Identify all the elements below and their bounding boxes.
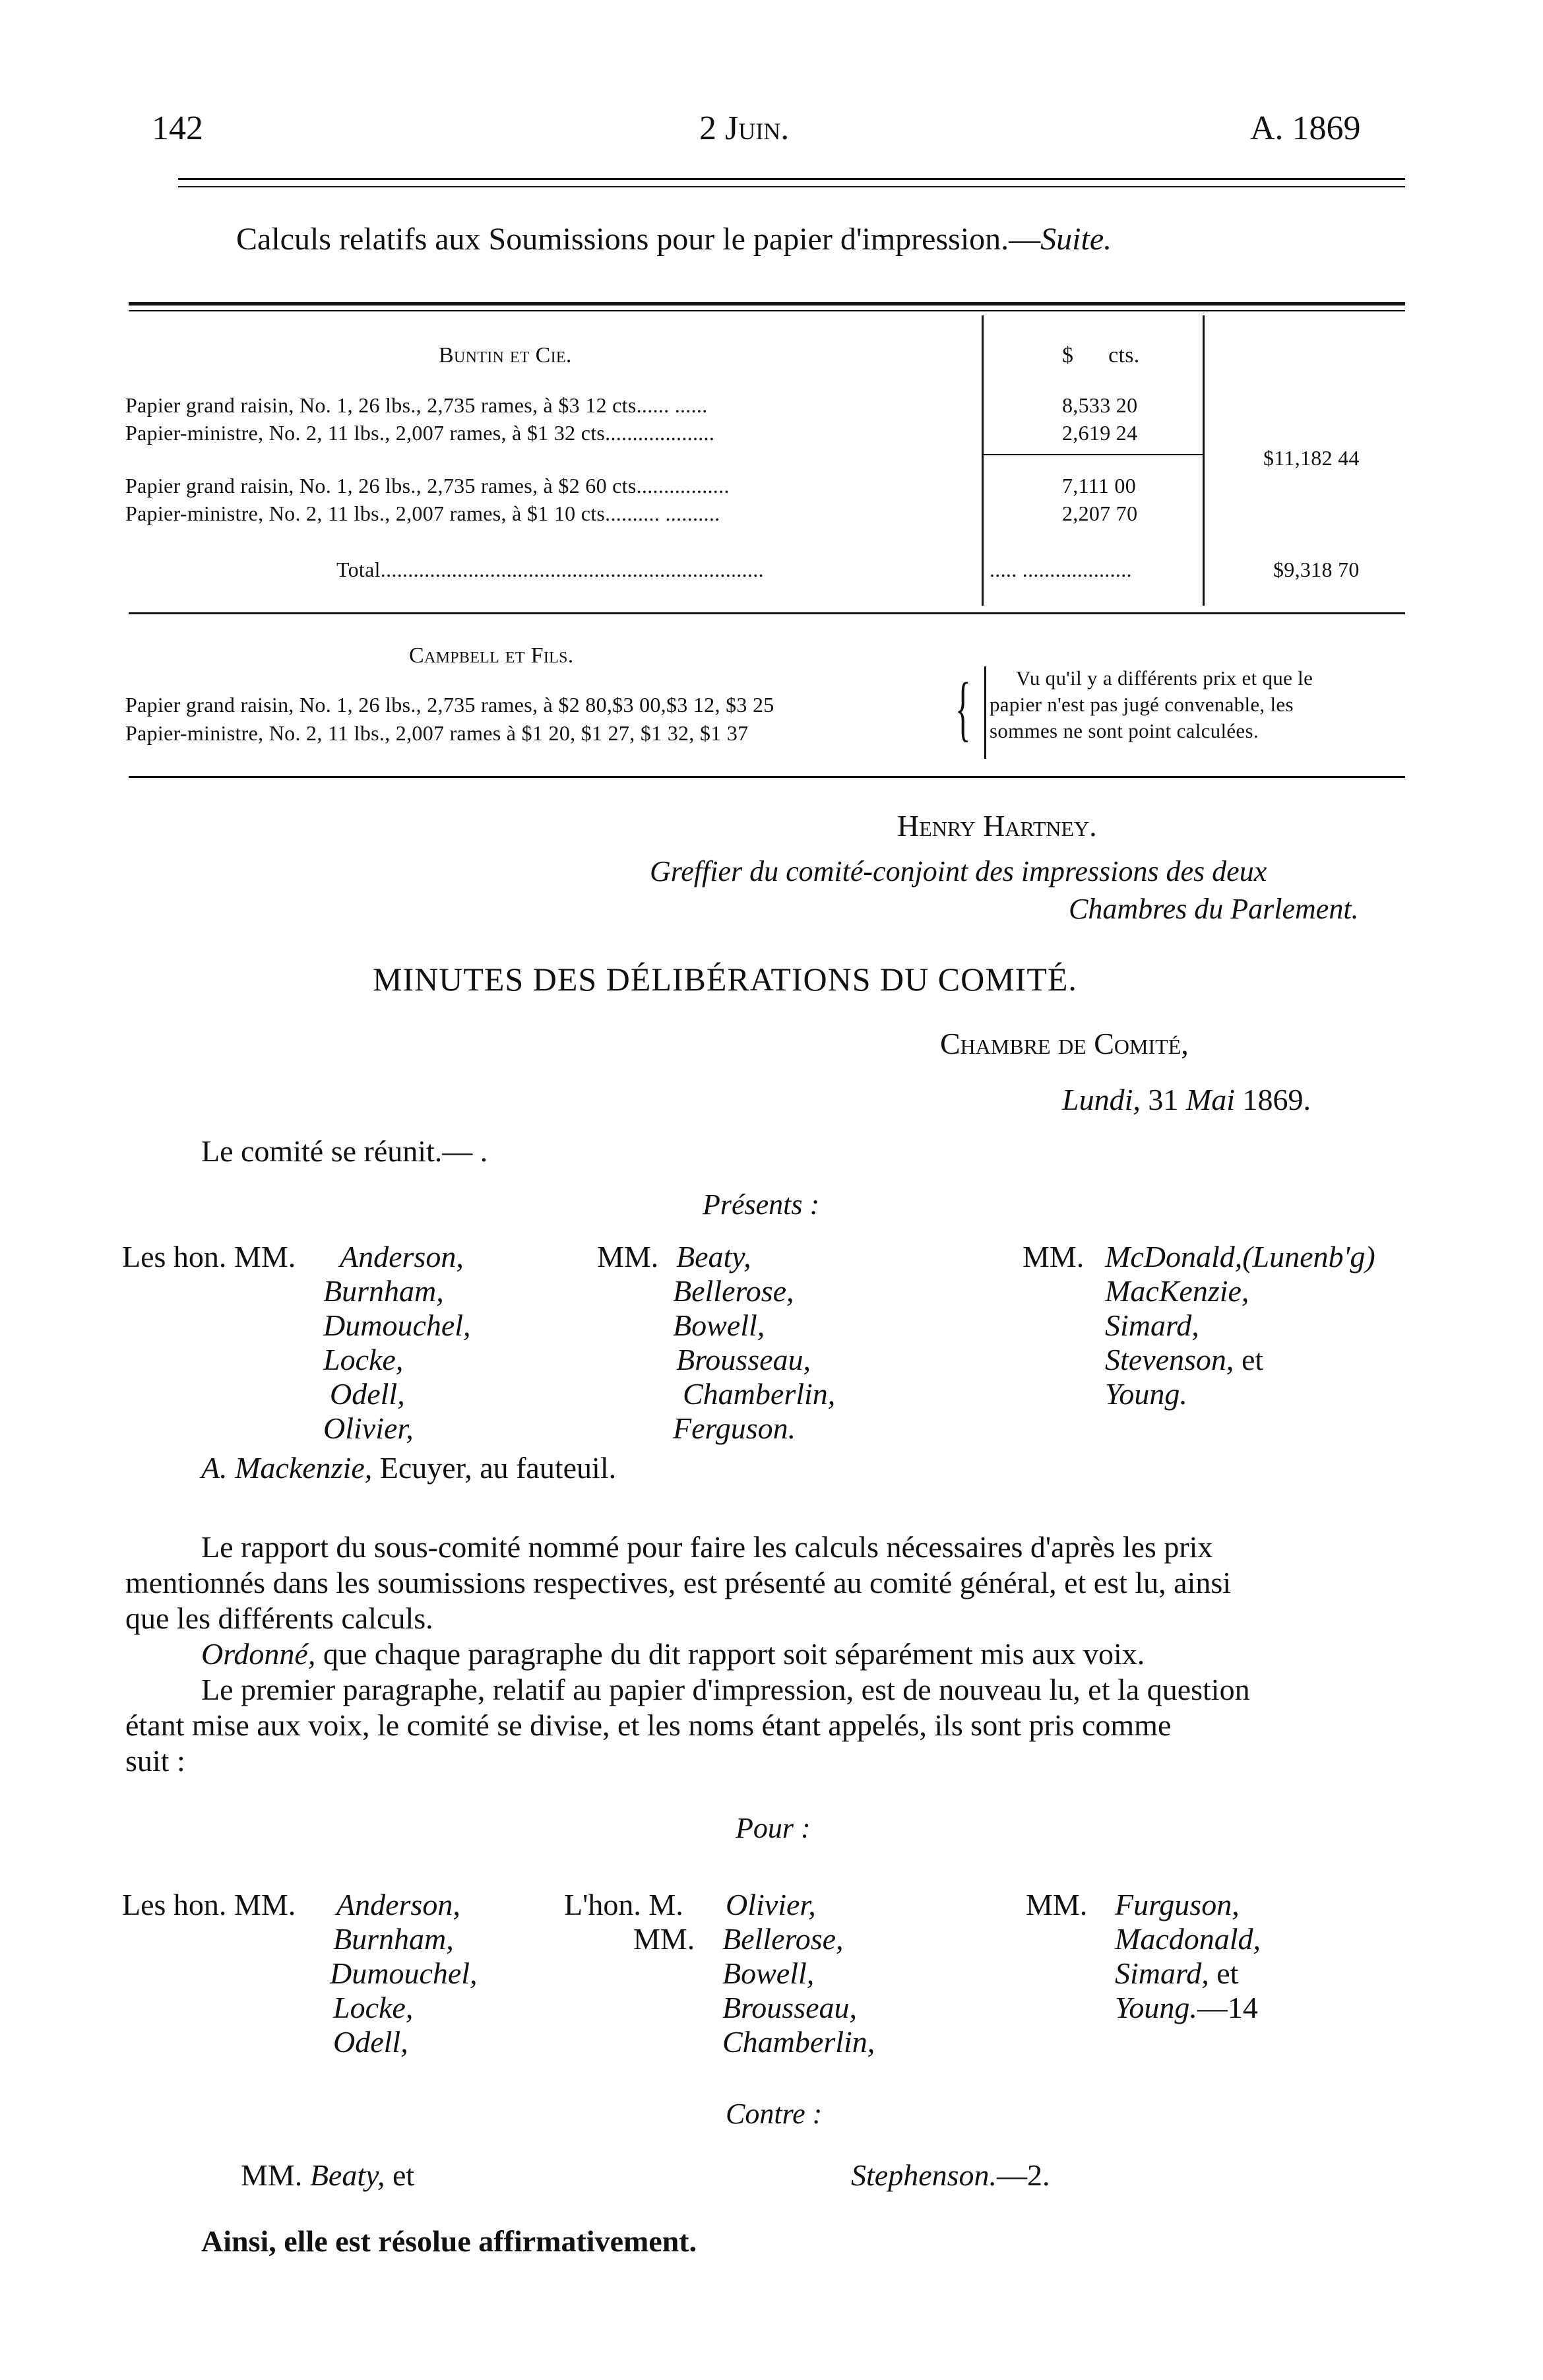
buntin-amount: 2,207 70 xyxy=(1062,501,1138,525)
presents-col2-prefix: MM. xyxy=(597,1240,659,1273)
campbell-note-line: Vu qu'il y a différents prix et que le xyxy=(1016,666,1313,690)
table-title xyxy=(236,221,1112,257)
member-name: Olivier, xyxy=(323,1411,414,1445)
header-rule-bottom xyxy=(178,186,1405,187)
contre-prefix: MM. xyxy=(241,2158,303,2192)
member-name: Dumouchel, xyxy=(330,1956,478,1990)
paragraph-line: Le premier paragraphe, relatif au papier d'impression, est de nouveau lu, et la question xyxy=(201,1673,1250,1706)
campbell-row: Papier-ministre, No. 2, 11 lbs., 2,007 rames à $1 20, $1 27, $1 32, $1 37 xyxy=(125,721,749,745)
contre-line-2 xyxy=(851,2158,1050,2193)
signature-title: Chambres du Parlement. xyxy=(1069,893,1359,925)
member-name: Odell, xyxy=(333,2025,408,2059)
member-name: McDonald,(Lunenb'g) xyxy=(1105,1240,1375,1273)
table-col-divider-1 xyxy=(982,315,984,606)
member-name: Young. xyxy=(1105,1377,1187,1411)
buntin-subtotal: $11,182 44 xyxy=(1263,446,1360,470)
header-rule-top xyxy=(178,178,1405,180)
member-name: Macdonald, xyxy=(1115,1922,1261,1956)
member-name-line xyxy=(1115,1990,1258,2025)
buntin-row: Papier grand raisin, No. 1, 26 lbs., 2,735 rames, à $3 12 cts...... ...... xyxy=(125,393,708,417)
conjunction: et xyxy=(1241,1343,1264,1376)
table-rule-top-thin xyxy=(129,310,1405,311)
buntin-amount: 7,111 00 xyxy=(1062,474,1137,498)
minutes-heading: MINUTES DES DÉLIBÉRATIONS DU COMITÉ. xyxy=(373,961,1077,998)
date-day: Lundi, xyxy=(1062,1083,1141,1116)
member-name: Ferguson. xyxy=(673,1411,796,1445)
member-name: Bellerose, xyxy=(673,1274,794,1308)
pour-col2-prefix: MM. xyxy=(633,1922,695,1956)
member-name: Burnham, xyxy=(333,1922,454,1956)
table-rule-top xyxy=(129,302,1405,306)
buntin-heading: Buntin et Cie. xyxy=(439,343,572,368)
member-name: Beaty, xyxy=(676,1240,751,1273)
buntin-row: Papier grand raisin, No. 1, 26 lbs., 2,735 rames, à $2 60 cts................. xyxy=(125,474,730,498)
ordonne-text: que chaque paragraphe du dit rapport soit séparément mis aux voix. xyxy=(323,1637,1145,1671)
buntin-amount: 8,533 20 xyxy=(1062,393,1138,417)
member-name: Brousseau, xyxy=(676,1343,811,1376)
signature-title: Greffier du comité-conjoint des impressions des deux xyxy=(650,855,1267,887)
chair-line xyxy=(201,1450,616,1485)
pour-col1-prefix: Les hon. MM. xyxy=(122,1888,296,1921)
member-name: Young. xyxy=(1115,1991,1197,2024)
paragraph-line: mentionnés dans les soumissions respectives, est présenté au comité général, et est lu, ainsi xyxy=(125,1566,1232,1599)
currency-header: $ cts. xyxy=(1062,343,1140,368)
member-name: Burnham, xyxy=(323,1274,444,1308)
member-name: Stephenson. xyxy=(851,2158,997,2192)
campbell-col-divider xyxy=(984,666,986,759)
member-name-line xyxy=(1105,1342,1263,1377)
campbell-brace: { xyxy=(955,668,971,748)
date-year: 1869. xyxy=(1242,1083,1311,1116)
running-head-date: 2 Juin. xyxy=(699,110,790,147)
meeting-date xyxy=(1062,1082,1311,1117)
pour-label: Pour : xyxy=(736,1812,811,1844)
conjunction: et xyxy=(1216,1956,1239,1990)
campbell-row: Papier grand raisin, No. 1, 26 lbs., 2,735 rames, à $2 80,$3 00,$3 12, $3 25 xyxy=(125,693,774,717)
campbell-note-line: papier n'est pas jugé convenable, les xyxy=(990,693,1294,716)
member-name: Chamberlin, xyxy=(722,2025,875,2059)
date-month: Mai xyxy=(1185,1083,1235,1116)
member-name: Bowell, xyxy=(673,1308,765,1342)
buntin-amount: 2,619 24 xyxy=(1062,421,1138,445)
table-title-text: Calculs relatifs aux Soumissions pour le papier d'impression.— xyxy=(236,222,1041,257)
table-title-suite: Suite. xyxy=(1040,222,1112,257)
section-rule xyxy=(129,612,1405,614)
member-name: Locke, xyxy=(323,1343,404,1376)
member-name: Locke, xyxy=(333,1991,414,2024)
member-name: Chamberlin, xyxy=(683,1377,836,1411)
paragraph-line: suit : xyxy=(125,1744,185,1778)
member-name: Brousseau, xyxy=(722,1991,858,2024)
paragraph-line: que les différents calculs. xyxy=(125,1601,433,1635)
presents-col3-prefix: MM. xyxy=(1023,1240,1085,1273)
ordonne-label: Ordonné, xyxy=(201,1637,316,1671)
member-name: Simard, xyxy=(1115,1956,1209,1990)
member-name-line xyxy=(1115,1956,1238,1991)
buntin-row: Papier-ministre, No. 2, 11 lbs., 2,007 rames, à $1 32 cts.................... xyxy=(125,421,715,445)
total-label: Total...................................................................... xyxy=(336,558,764,581)
member-name: Bellerose, xyxy=(722,1922,844,1956)
pour-col3-prefix: MM. xyxy=(1026,1888,1088,1921)
vote-count: —2. xyxy=(997,2158,1050,2192)
contre-line xyxy=(241,2158,414,2193)
opening-line: Le comité se réunit.— . xyxy=(201,1134,488,1168)
contre-label: Contre : xyxy=(726,2098,823,2130)
total-dots: ..... .................... xyxy=(990,558,1132,581)
page-number: 142 xyxy=(152,110,203,147)
member-name: Beaty, xyxy=(309,2158,385,2192)
pour-col2-prefix: L'hon. M. xyxy=(564,1888,683,1921)
paragraph-line: étant mise aux voix, le comité se divise, et les noms étant appelés, ils sont pris comme xyxy=(125,1708,1172,1742)
member-name: Dumouchel, xyxy=(323,1308,471,1342)
buntin-row: Papier-ministre, No. 2, 11 lbs., 2,007 rames, à $1 10 cts.......... .......... xyxy=(125,501,720,525)
signature-name: Henry Hartney. xyxy=(897,809,1097,843)
member-name: Simard, xyxy=(1105,1308,1199,1342)
date-num: 31 xyxy=(1148,1083,1179,1116)
member-name: Olivier, xyxy=(726,1888,816,1921)
member-name: Stevenson, xyxy=(1105,1343,1234,1376)
paragraph-line: Le rapport du sous-comité nommé pour faire les calculs nécessaires d'après les prix xyxy=(201,1530,1213,1564)
committee-room: Chambre de Comité, xyxy=(940,1027,1189,1060)
conclusion: Ainsi, elle est résolue affirmativement. xyxy=(201,2224,697,2258)
paragraph-line xyxy=(201,1636,1145,1671)
presents-label: Présents : xyxy=(703,1188,820,1221)
table-col-divider-2 xyxy=(1203,315,1205,606)
member-name: Bowell, xyxy=(722,1956,815,1990)
vote-count: —14 xyxy=(1197,1991,1258,2024)
campbell-note-line: sommes ne sont point calculées. xyxy=(990,719,1259,742)
total-value: $9,318 70 xyxy=(1273,558,1360,581)
chair-name: A. Mackenzie, xyxy=(201,1451,373,1485)
running-head-year: A. 1869 xyxy=(1250,110,1361,147)
member-name: Odell, xyxy=(330,1377,405,1411)
member-name: MacKenzie, xyxy=(1105,1274,1249,1308)
chair-text: Ecuyer, au fauteuil. xyxy=(379,1451,617,1485)
campbell-heading: Campbell et Fils. xyxy=(409,643,574,668)
presents-col1-prefix: Les hon. MM. xyxy=(122,1240,296,1273)
conjunction: et xyxy=(393,2158,415,2192)
member-name: Anderson, xyxy=(336,1888,460,1921)
member-name: Anderson, xyxy=(340,1240,464,1273)
member-name: Furguson, xyxy=(1115,1888,1240,1921)
table-rule-bottom xyxy=(129,776,1405,778)
subtotal-rule xyxy=(983,454,1204,455)
